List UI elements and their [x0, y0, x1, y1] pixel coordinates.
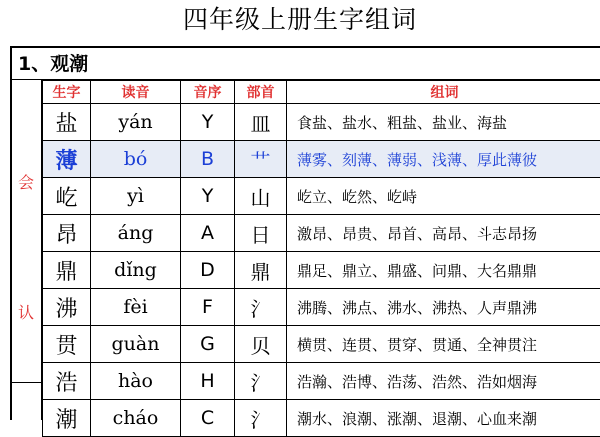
row-letter: B [181, 141, 235, 178]
row-radical: 鼎 [235, 252, 287, 289]
header-letter: 音序 [181, 81, 235, 104]
row-char: 浩 [43, 363, 91, 400]
header-radical: 部首 [235, 81, 287, 104]
row-radical: 艹 [235, 141, 287, 178]
row-radical: 皿 [235, 104, 287, 141]
row-pinyin: fèi [91, 289, 181, 326]
row-radical: 贝 [235, 326, 287, 363]
row-char: 薄 [43, 141, 91, 178]
table-row [43, 400, 600, 437]
table-row-highlighted [43, 141, 600, 178]
row-radical: 氵 [235, 400, 287, 437]
row-words: 浩瀚、浩博、浩荡、浩然、浩如烟海 [287, 363, 600, 400]
side-divider [12, 382, 42, 383]
page-title: 四年级上册生字组词 [0, 2, 600, 38]
row-char: 鼎 [43, 252, 91, 289]
row-words: 食盐、盐水、粗盐、盐业、海盐 [287, 104, 600, 141]
row-radical: 氵 [235, 289, 287, 326]
row-radical: 氵 [235, 363, 287, 400]
row-pinyin: yì [91, 178, 181, 215]
row-char: 盐 [43, 104, 91, 141]
row-letter: F [181, 289, 235, 326]
row-letter: Y [181, 178, 235, 215]
row-words: 横贯、连贯、贯穿、贯通、全神贯注 [287, 326, 600, 363]
row-words: 激昂、昂贵、昂首、高昂、斗志昂扬 [287, 215, 600, 252]
table-header-row [43, 81, 600, 104]
header-char: 生字 [43, 81, 91, 104]
table-row [43, 289, 600, 326]
word-table [42, 80, 600, 437]
table-row [43, 215, 600, 252]
row-pinyin: yán [91, 104, 181, 141]
table-row [43, 252, 600, 289]
row-letter: H [181, 363, 235, 400]
row-char: 沸 [43, 289, 91, 326]
side-label-column [12, 80, 42, 420]
table-row [43, 178, 600, 215]
row-words: 鼎足、鼎立、鼎盛、问鼎、大名鼎鼎 [287, 252, 600, 289]
header-words: 组词 [287, 81, 600, 104]
row-radical: 日 [235, 215, 287, 252]
row-char: 潮 [43, 400, 91, 437]
row-letter: D [181, 252, 235, 289]
header-pinyin: 读音 [91, 81, 181, 104]
row-words: 沸腾、沸点、沸水、沸热、人声鼎沸 [287, 289, 600, 326]
row-pinyin: dǐng [91, 252, 181, 289]
lesson-title: 1、观潮 [12, 48, 600, 80]
row-letter: A [181, 215, 235, 252]
row-words: 薄雾、刻薄、薄弱、浅薄、厚此薄彼 [287, 141, 600, 178]
row-pinyin: guàn [91, 326, 181, 363]
side-label-ren: 认 [12, 300, 40, 323]
row-pinyin: bó [91, 141, 181, 178]
word-sheet [10, 46, 600, 420]
table-row [43, 104, 600, 141]
row-pinyin: hào [91, 363, 181, 400]
row-words: 屹立、屹然、屹峙 [287, 178, 600, 215]
row-radical: 山 [235, 178, 287, 215]
row-letter: C [181, 400, 235, 437]
row-pinyin: áng [91, 215, 181, 252]
row-pinyin: cháo [91, 400, 181, 437]
row-char: 昂 [43, 215, 91, 252]
row-char: 屹 [43, 178, 91, 215]
side-label-hui: 会 [12, 170, 40, 193]
table-row [43, 363, 600, 400]
row-char: 贯 [43, 326, 91, 363]
row-letter: G [181, 326, 235, 363]
row-letter: Y [181, 104, 235, 141]
table-row [43, 326, 600, 363]
row-words: 潮水、浪潮、涨潮、退潮、心血来潮 [287, 400, 600, 437]
